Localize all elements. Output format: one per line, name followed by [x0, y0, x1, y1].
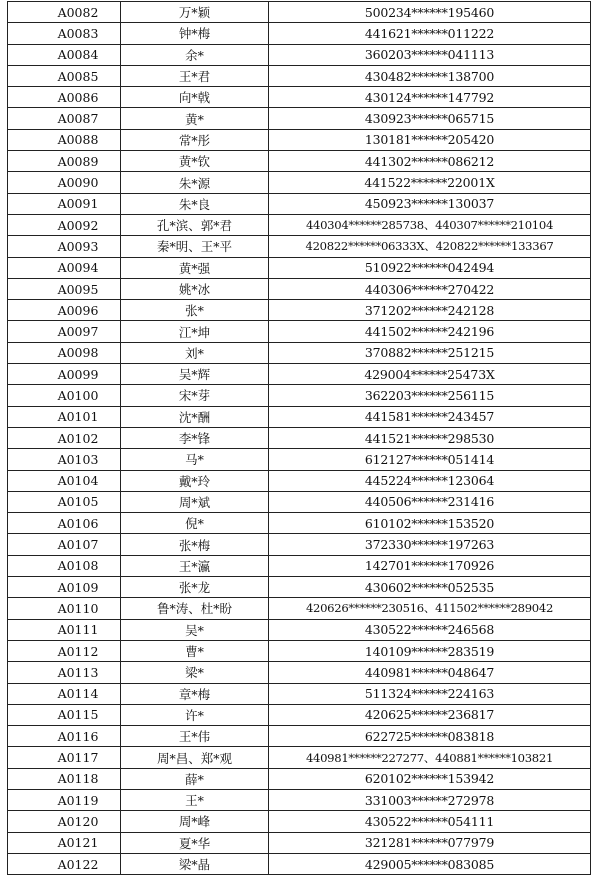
name-cell: 钟*梅	[121, 23, 269, 44]
id-number-cell: 130181******205420	[269, 129, 591, 150]
code-cell: A0100	[8, 385, 121, 406]
id-number-cell: 331003******272978	[269, 789, 591, 810]
name-cell: 刘*	[121, 342, 269, 363]
name-cell: 向*戟	[121, 87, 269, 108]
code-cell: A0110	[8, 598, 121, 619]
id-number-cell: 360203******041113	[269, 44, 591, 65]
name-cell: 倪*	[121, 513, 269, 534]
table-row	[8, 257, 591, 278]
id-number-cell: 430522******246568	[269, 619, 591, 640]
table-row	[8, 278, 591, 299]
id-number-cell: 420822******06333X、420822******133367	[269, 236, 591, 257]
table-row	[8, 236, 591, 257]
id-number-cell: 445224******123064	[269, 470, 591, 491]
id-number-cell: 440506******231416	[269, 491, 591, 512]
name-cell: 王*	[121, 789, 269, 810]
id-number-cell: 441522******22001X	[269, 172, 591, 193]
table-row	[8, 385, 591, 406]
name-cell: 朱*源	[121, 172, 269, 193]
id-number-cell: 612127******051414	[269, 449, 591, 470]
name-cell: 许*	[121, 704, 269, 725]
table-row	[8, 534, 591, 555]
id-number-cell: 440981******227277、440881******103821	[269, 747, 591, 768]
table-row	[8, 683, 591, 704]
id-number-cell: 321281******077979	[269, 832, 591, 853]
name-cell: 周*昌、郑*观	[121, 747, 269, 768]
name-cell: 王*瀛	[121, 555, 269, 576]
table-row	[8, 577, 591, 598]
code-cell: A0108	[8, 555, 121, 576]
code-cell: A0122	[8, 853, 121, 874]
code-cell: A0083	[8, 23, 121, 44]
name-cell: 梁*	[121, 662, 269, 683]
code-cell: A0116	[8, 726, 121, 747]
id-number-cell: 142701******170926	[269, 555, 591, 576]
code-cell: A0097	[8, 321, 121, 342]
table-row	[8, 747, 591, 768]
name-cell: 黄*	[121, 108, 269, 129]
name-cell: 黄*强	[121, 257, 269, 278]
id-number-cell: 620102******153942	[269, 768, 591, 789]
code-cell: A0098	[8, 342, 121, 363]
table-row	[8, 65, 591, 86]
code-cell: A0084	[8, 44, 121, 65]
table-row	[8, 427, 591, 448]
table-row	[8, 44, 591, 65]
id-number-cell: 511324******224163	[269, 683, 591, 704]
table-row	[8, 491, 591, 512]
code-cell: A0102	[8, 427, 121, 448]
name-cell: 王*君	[121, 65, 269, 86]
id-number-cell: 430923******065715	[269, 108, 591, 129]
table-row	[8, 449, 591, 470]
name-cell: 王*伟	[121, 726, 269, 747]
name-cell: 吴*	[121, 619, 269, 640]
id-number-cell: 622725******083818	[269, 726, 591, 747]
code-cell: A0093	[8, 236, 121, 257]
id-number-cell: 441502******242196	[269, 321, 591, 342]
name-cell: 鲁*涛、杜*盼	[121, 598, 269, 619]
id-number-cell: 610102******153520	[269, 513, 591, 534]
table-row	[8, 2, 591, 23]
name-cell: 江*坤	[121, 321, 269, 342]
code-cell: A0096	[8, 300, 121, 321]
code-cell: A0111	[8, 619, 121, 640]
table-row	[8, 513, 591, 534]
code-cell: A0086	[8, 87, 121, 108]
code-cell: A0095	[8, 278, 121, 299]
code-cell: A0107	[8, 534, 121, 555]
id-number-cell: 430124******147792	[269, 87, 591, 108]
name-cell: 梁*晶	[121, 853, 269, 874]
table-row	[8, 172, 591, 193]
id-number-cell: 500234******195460	[269, 2, 591, 23]
id-number-cell: 429004******25473X	[269, 364, 591, 385]
code-cell: A0113	[8, 662, 121, 683]
id-number-cell: 430602******052535	[269, 577, 591, 598]
id-number-cell: 441521******298530	[269, 427, 591, 448]
name-cell: 常*彤	[121, 129, 269, 150]
table-row	[8, 193, 591, 214]
id-number-cell: 420626******230516、411502******289042	[269, 598, 591, 619]
code-cell: A0103	[8, 449, 121, 470]
id-number-cell: 440981******048647	[269, 662, 591, 683]
id-number-cell: 440306******270422	[269, 278, 591, 299]
name-cell: 张*梅	[121, 534, 269, 555]
name-cell: 张*	[121, 300, 269, 321]
table-row	[8, 555, 591, 576]
name-cell: 章*梅	[121, 683, 269, 704]
code-cell: A0112	[8, 640, 121, 661]
name-cell: 万*颖	[121, 2, 269, 23]
table-row	[8, 87, 591, 108]
name-cell: 戴*玲	[121, 470, 269, 491]
code-cell: A0121	[8, 832, 121, 853]
code-cell: A0109	[8, 577, 121, 598]
roster-table	[7, 1, 591, 875]
name-cell: 宋*芽	[121, 385, 269, 406]
code-cell: A0106	[8, 513, 121, 534]
id-number-cell: 371202******242128	[269, 300, 591, 321]
name-cell: 沈*酬	[121, 406, 269, 427]
table-row	[8, 129, 591, 150]
table-row	[8, 470, 591, 491]
id-number-cell: 140109******283519	[269, 640, 591, 661]
name-cell: 周*峰	[121, 811, 269, 832]
id-number-cell: 372330******197263	[269, 534, 591, 555]
id-number-cell: 441581******243457	[269, 406, 591, 427]
id-number-cell: 441302******086212	[269, 151, 591, 172]
name-cell: 周*斌	[121, 491, 269, 512]
table-row	[8, 726, 591, 747]
code-cell: A0094	[8, 257, 121, 278]
code-cell: A0101	[8, 406, 121, 427]
table-row	[8, 789, 591, 810]
code-cell: A0087	[8, 108, 121, 129]
table-row	[8, 364, 591, 385]
code-cell: A0120	[8, 811, 121, 832]
table-row	[8, 108, 591, 129]
code-cell: A0105	[8, 491, 121, 512]
table-row	[8, 342, 591, 363]
id-number-cell: 362203******256115	[269, 385, 591, 406]
name-cell: 孔*滨、郭*君	[121, 214, 269, 235]
code-cell: A0118	[8, 768, 121, 789]
name-cell: 夏*华	[121, 832, 269, 853]
table-row	[8, 321, 591, 342]
name-cell: 李*锋	[121, 427, 269, 448]
code-cell: A0088	[8, 129, 121, 150]
id-number-cell: 429005******083085	[269, 853, 591, 874]
id-number-cell: 440304******285738、440307******210104	[269, 214, 591, 235]
code-cell: A0085	[8, 65, 121, 86]
name-cell: 朱*良	[121, 193, 269, 214]
id-number-cell: 441621******011222	[269, 23, 591, 44]
id-number-cell: 510922******042494	[269, 257, 591, 278]
table-row	[8, 640, 591, 661]
id-number-cell: 420625******236817	[269, 704, 591, 725]
code-cell: A0119	[8, 789, 121, 810]
id-number-cell: 430482******138700	[269, 65, 591, 86]
code-cell: A0091	[8, 193, 121, 214]
name-cell: 秦*明、王*平	[121, 236, 269, 257]
name-cell: 余*	[121, 44, 269, 65]
name-cell: 马*	[121, 449, 269, 470]
id-number-cell: 450923******130037	[269, 193, 591, 214]
code-cell: A0089	[8, 151, 121, 172]
table-row	[8, 704, 591, 725]
table-row	[8, 300, 591, 321]
name-cell: 黄*钦	[121, 151, 269, 172]
name-cell: 张*龙	[121, 577, 269, 598]
name-cell: 吴*辉	[121, 364, 269, 385]
code-cell: A0090	[8, 172, 121, 193]
code-cell: A0092	[8, 214, 121, 235]
roster-body	[8, 2, 591, 875]
id-number-cell: 430522******054111	[269, 811, 591, 832]
table-row	[8, 406, 591, 427]
code-cell: A0099	[8, 364, 121, 385]
id-number-cell: 370882******251215	[269, 342, 591, 363]
table-row	[8, 598, 591, 619]
table-row	[8, 23, 591, 44]
table-row	[8, 662, 591, 683]
table-row	[8, 811, 591, 832]
table-row	[8, 214, 591, 235]
code-cell: A0115	[8, 704, 121, 725]
code-cell: A0082	[8, 2, 121, 23]
name-cell: 曹*	[121, 640, 269, 661]
table-row	[8, 768, 591, 789]
code-cell: A0104	[8, 470, 121, 491]
code-cell: A0117	[8, 747, 121, 768]
table-row	[8, 832, 591, 853]
table-row	[8, 619, 591, 640]
table-row	[8, 151, 591, 172]
code-cell: A0114	[8, 683, 121, 704]
table-row	[8, 853, 591, 874]
name-cell: 姚*冰	[121, 278, 269, 299]
name-cell: 薛*	[121, 768, 269, 789]
